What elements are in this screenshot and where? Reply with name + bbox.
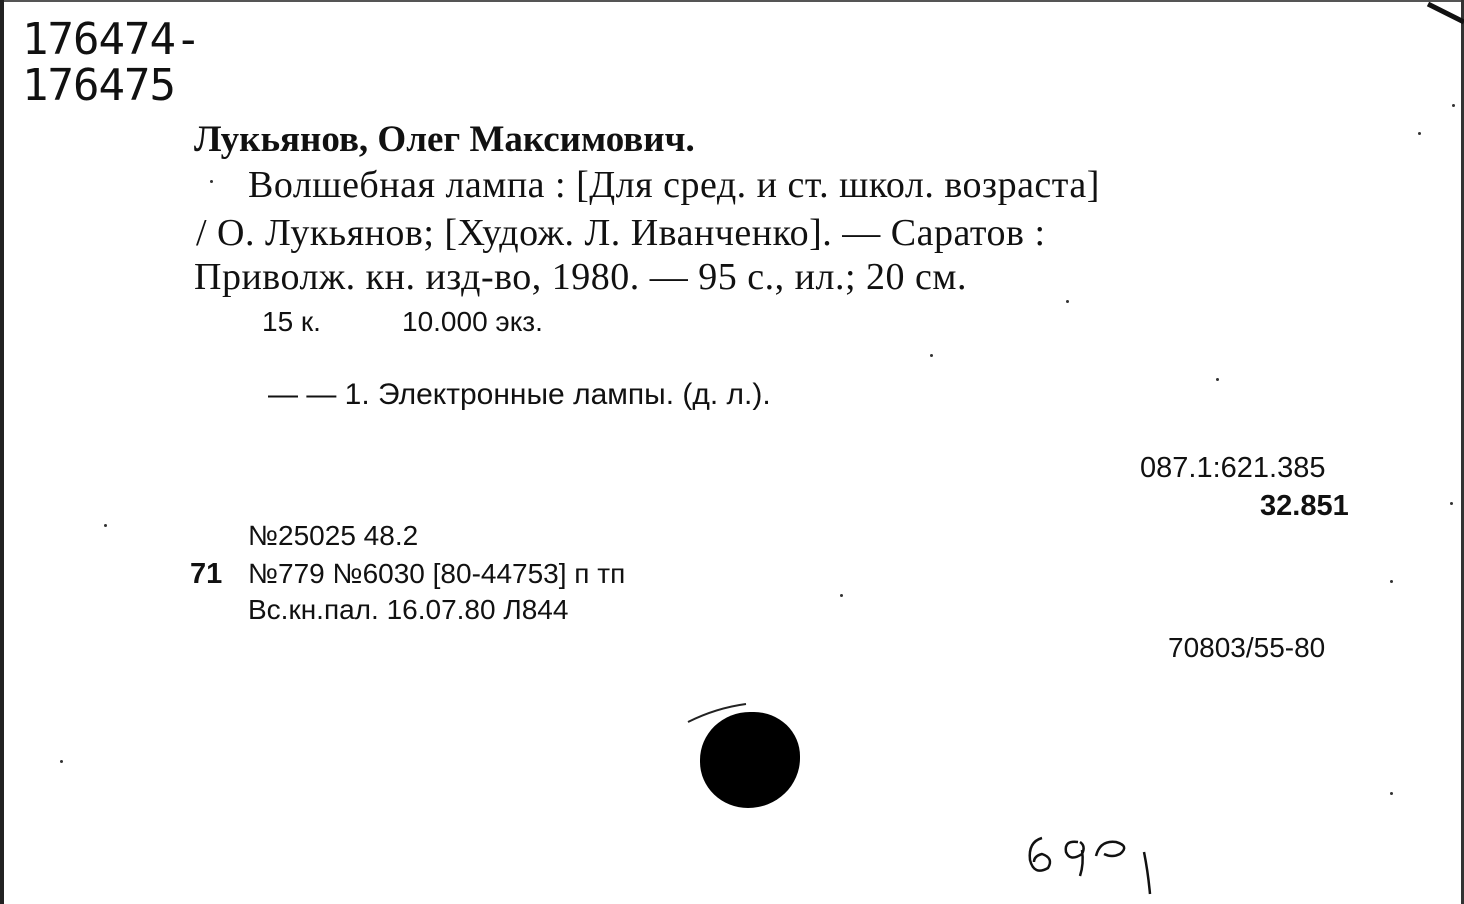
price: 15 к. — [262, 306, 321, 337]
speck — [1216, 378, 1219, 381]
speck — [60, 760, 63, 763]
handwritten-note — [1060, 880, 1061, 881]
speck — [840, 594, 843, 597]
card-number: 70803/55-80 — [1168, 632, 1326, 663]
speck — [1390, 580, 1393, 583]
card-left-edge — [0, 0, 4, 904]
classification-bbk: 32.851 — [1260, 490, 1349, 522]
order-line-2: №779 №6030 [80-44753] п тп — [248, 558, 626, 589]
order-line-1: №25025 48.2 — [248, 520, 419, 551]
subject-heading: — — 1. Электронные лампы. (д. л.). — [268, 378, 771, 411]
speck — [930, 354, 933, 357]
card-top-edge — [0, 0, 1464, 2]
speck — [1390, 792, 1393, 795]
order-line-3: Вс.кн.пал. 16.07.80 Л844 — [248, 594, 569, 625]
title-line-2: / О. Лукьянов; [Худож. Л. Иванченко]. — Саратов : — [196, 212, 1046, 254]
print-run: 10.000 экз. — [402, 306, 543, 337]
corner-mark — [1410, 0, 1464, 30]
speck — [210, 180, 213, 183]
handwritten-mark — [1020, 820, 1160, 900]
title-line-3: Приволж. кн. изд-во, 1980. — 95 с., ил.; 20 см. — [194, 256, 967, 298]
call-number-line-1: 176474- — [22, 14, 201, 65]
speck — [1450, 502, 1453, 505]
speck — [1066, 300, 1069, 303]
order-prefix: 71 — [190, 558, 223, 590]
speck — [1452, 104, 1455, 107]
author-heading: Лукьянов, Олег Максимович. — [194, 119, 695, 160]
speck — [104, 524, 107, 527]
call-number-line-2: 176475 — [22, 60, 175, 111]
speck — [1418, 132, 1421, 135]
title-line-1: Волшебная лампа : [Для сред. и ст. школ. возраста] — [248, 164, 1100, 206]
classification-udc: 087.1:621.385 — [1140, 452, 1326, 484]
hole-fray-mark — [686, 700, 776, 730]
